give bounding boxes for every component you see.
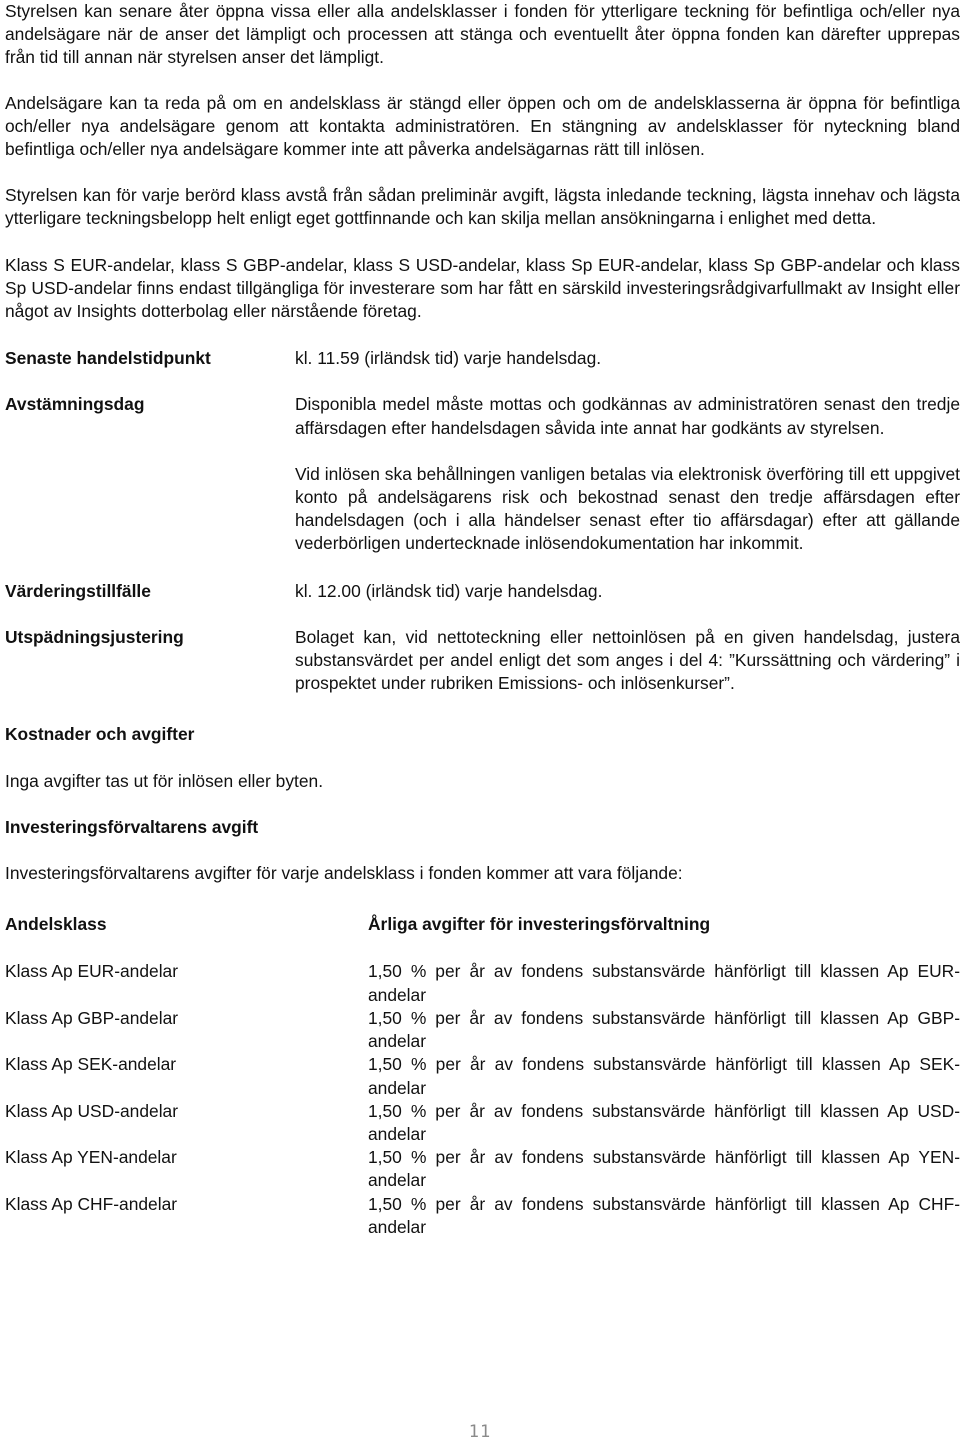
term-dilution-label: Utspädningsjustering bbox=[5, 626, 184, 647]
term-dilution-value: Bolaget kan, vid nettoteckning eller nettoinlösen på en given handelsdag, justera substansvärdet per andel enligt det som anges i del 4: ”Kurssättning och värdering” i prospektet under rubriken Emissions- och inlösenkurser”. bbox=[295, 626, 960, 694]
fee-row-class: Klass Ap SEK-andelar bbox=[5, 1054, 177, 1075]
fee-row-class: Klass Ap CHF-andelar bbox=[5, 1193, 178, 1214]
manager-fee-heading: Investeringsförvaltarens avgift bbox=[5, 816, 259, 837]
fee-row-class: Klass Ap YEN-andelar bbox=[5, 1147, 177, 1168]
fee-table-body bbox=[5, 960, 960, 1238]
fee-row-class: Klass Ap USD-andelar bbox=[5, 1100, 179, 1121]
table-row bbox=[5, 1053, 960, 1099]
fee-table-header bbox=[5, 913, 960, 936]
term-valuation-row bbox=[5, 580, 960, 603]
fee-row-fee: 1,50 % per år av fondens substansvärde hänförligt till klassen Ap EUR-andelar bbox=[368, 961, 960, 1005]
fee-row-fee: 1,50 % per år av fondens substansvärde hänförligt till klassen Ap GBP-andelar bbox=[368, 1007, 960, 1052]
fee-row-fee: 1,50 % per år av fondens substansvärde hänförligt till klassen Ap YEN-andelar bbox=[368, 1147, 960, 1191]
term-valuation-value: kl. 12.00 (irländsk tid) varje handelsdag. bbox=[295, 580, 603, 601]
fee-row-fee: 1,50 % per år av fondens substansvärde hänförligt till klassen Ap USD-andelar bbox=[368, 1100, 960, 1144]
fee-row-class: Klass Ap GBP-andelar bbox=[5, 1007, 179, 1028]
term-settlement-row bbox=[5, 393, 960, 555]
fee-table-col-class: Andelsklass bbox=[5, 914, 107, 935]
table-row bbox=[5, 1007, 960, 1053]
manager-fee-intro: Investeringsförvaltarens avgifter för varje andelsklass i fonden kommer att vara följande: bbox=[5, 863, 683, 884]
page-number: 11 bbox=[468, 1422, 492, 1442]
fee-row-fee: 1,50 % per år av fondens substansvärde hänförligt till klassen Ap CHF-andelar bbox=[368, 1193, 960, 1237]
paragraph-reopen-classes: Styrelsen kan senare åter öppna vissa eller alla andelsklasser i fonden för ytterligare teckning för befintliga och/eller nya andelsägare när de anser det lämpligt och processen att stänga och eventuellt åter öppna fonden kan därefter upprepas från tid till annan när styrelsen anser det lämpligt. bbox=[5, 1, 960, 68]
term-cutoff-row bbox=[5, 347, 960, 370]
table-row bbox=[5, 1193, 960, 1239]
document-page bbox=[5, 0, 960, 1239]
table-row bbox=[5, 1100, 960, 1146]
table-row bbox=[5, 1146, 960, 1192]
term-cutoff-value: kl. 11.59 (irländsk tid) varje handelsdag. bbox=[295, 348, 602, 369]
paragraph-class-status: Andelsägare kan ta reda på om en andelsklass är stängd eller öppen och om de andelsklasserna är öppna för befintliga och/eller nya andelsägare genom att kontakta administratören. En stängning av andelsklasser för nyteckning bland befintliga och/eller nya andelsägare kommer inte att påverka andelsägarnas rätt till inlösen. bbox=[5, 92, 960, 160]
fee-row-class: Klass Ap EUR-andelar bbox=[5, 961, 179, 982]
fee-row-fee: 1,50 % per år av fondens substansvärde hänförligt till klassen Ap SEK-andelar bbox=[368, 1054, 960, 1098]
term-cutoff-label: Senaste handelstidpunkt bbox=[5, 348, 211, 369]
term-settlement-label: Avstämningsdag bbox=[5, 394, 145, 415]
costs-text: Inga avgifter tas ut för inlösen eller byten. bbox=[5, 770, 324, 791]
fee-table-col-fee: Årliga avgifter för investeringsförvaltning bbox=[368, 914, 711, 935]
term-settlement-text-2: Vid inlösen ska behållningen vanligen betalas via elektronisk överföring till ett uppgivet konto på andelsägarens risk och bekostnad senast den tredje affärsdagen efter handelsdagen (och i alla händelser senast efter tio affärsdagar) efter att gällande vederbörligen undertecknade inlösendokumentation har inkommit. bbox=[295, 463, 960, 554]
paragraph-class-s-availability: Klass S EUR-andelar, klass S GBP-andelar, klass S USD-andelar, klass Sp EUR-andelar, klass Sp GBP-andelar och klass Sp USD-andelar finns endast tillgängliga för investerare som har fått en särskild investeringsrådgivarfullmakt av Insight eller något av Insights dotterbolag eller närstående företag. bbox=[5, 254, 960, 322]
table-row bbox=[5, 960, 960, 1006]
term-settlement-value bbox=[295, 393, 960, 555]
term-valuation-label: Värderingstillfälle bbox=[5, 580, 151, 601]
term-dilution-row bbox=[5, 626, 960, 696]
costs-heading: Kostnader och avgifter bbox=[5, 724, 195, 745]
paragraph-waive-fees: Styrelsen kan för varje berörd klass avstå från sådan preliminär avgift, lägsta inledande teckning, lägsta innehav och lägsta ytterligare teckningsbelopp helt enligt eget gottfinnande och kan skilja mellan ansökningarna i enlighet med detta. bbox=[5, 185, 960, 229]
term-settlement-text-1: Disponibla medel måste mottas och godkännas av administratören senast den tredje affärsdagen efter handelsdagen såvida inte annat har godkänts av styrelsen. bbox=[295, 394, 960, 438]
